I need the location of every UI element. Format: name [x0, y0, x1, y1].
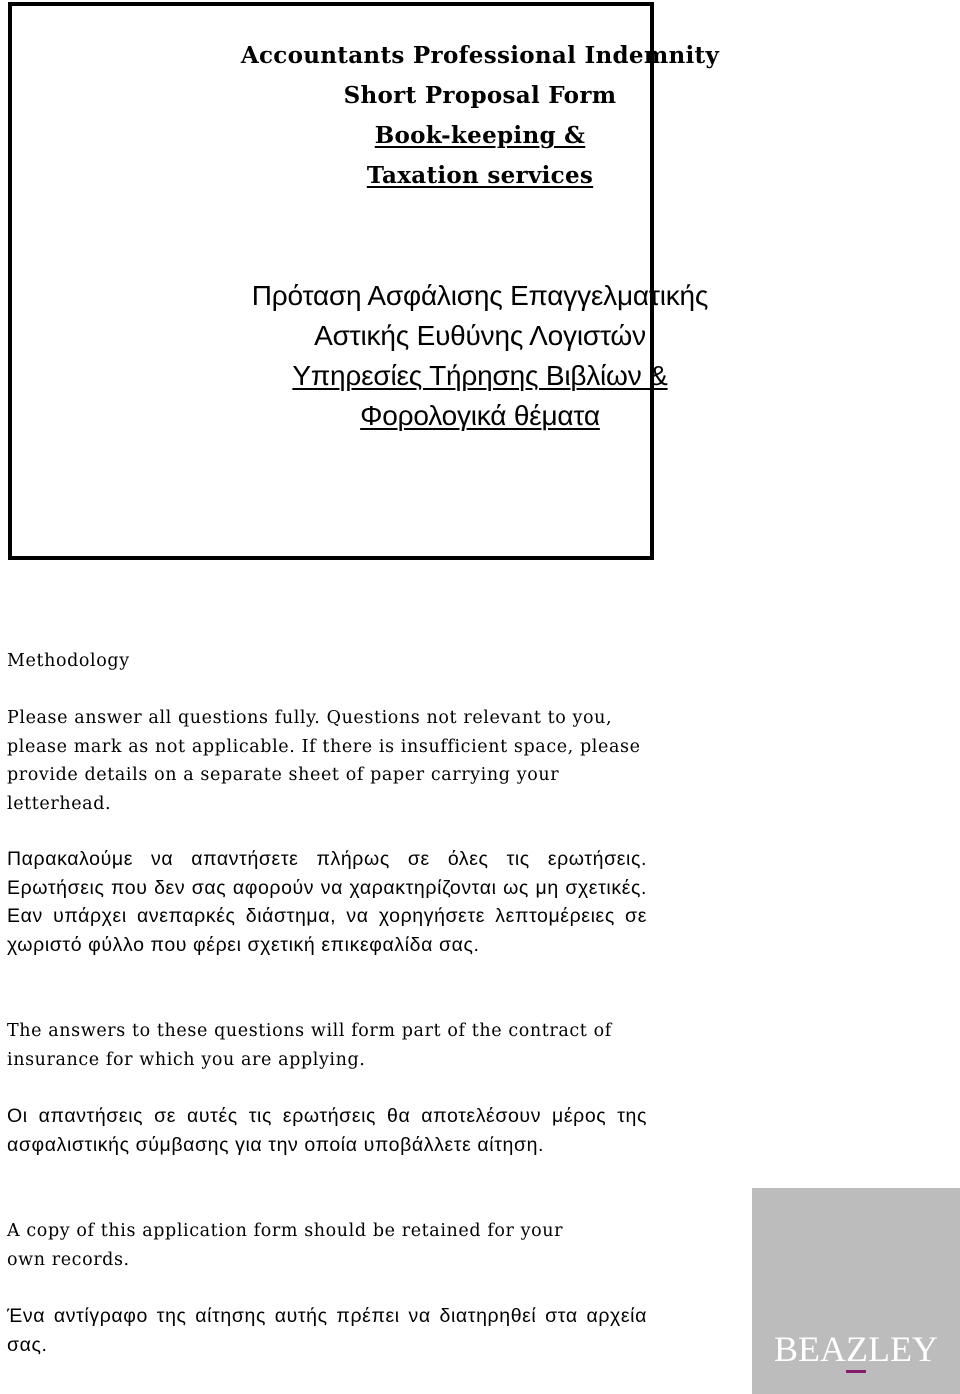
copy-notice-en: A copy of this application form should be retained for your own records.: [7, 1221, 564, 1270]
title-en-line-1: Accountants Professional Indemnity: [240, 42, 720, 69]
contract-notice-en: The answers to these questions will form part of the contract of insurance for which you are applying.: [7, 1021, 612, 1070]
methodology-heading: Methodology: [7, 651, 130, 671]
title-en-line-3: Book-keeping &: [374, 122, 586, 149]
title-el-line-3: Υπηρεσίες Τήρησης Βιβλίων &: [292, 360, 668, 391]
title-en-line-2: Short Proposal Form: [343, 82, 617, 109]
instructions-el: Παρακαλούμε να απαντήσετε πλήρως σε όλες τις ερωτήσεις. Ερωτήσεις που δεν σας αφορούν να χαρακτηρίζονται ως μη σχετικές. Εαν υπάρχει ανεπαρκές διάστημα, να χορηγήσετε λεπτομέρειες σε χωριστό φύλλο που φέρει σχετική επικεφαλίδα σας.: [7, 848, 647, 956]
title-el-line-4: Φορολογικά θέματα: [360, 400, 600, 431]
beazley-logo: BEAZLEY: [774, 1329, 938, 1369]
contract-notice-el: Οι απαντήσεις σε αυτές τις ερωτήσεις θα αποτελέσουν μέρος της ασφαλιστικής σύμβασης για την οποία υποβάλλετε αίτηση.: [7, 1105, 647, 1156]
instructions-en: Please answer all questions fully. Questions not relevant to you, please mark as not applicable. If there is insufficient space, please provide details on a separate sheet of paper carrying your letterhead.: [7, 708, 641, 814]
title-el-line-1: Πρόταση Ασφάλισης Επαγγελματικής: [251, 280, 709, 311]
title-en-line-4: Taxation services: [366, 162, 594, 189]
title-el-line-2: Αστικής Ευθύνης Λογιστών: [314, 320, 646, 351]
beazley-logo-accent: [846, 1370, 866, 1373]
copy-notice-el: Ένα αντίγραφο της αίτησης αυτής πρέπει να διατηρηθεί στα αρχεία σας.: [7, 1305, 647, 1356]
